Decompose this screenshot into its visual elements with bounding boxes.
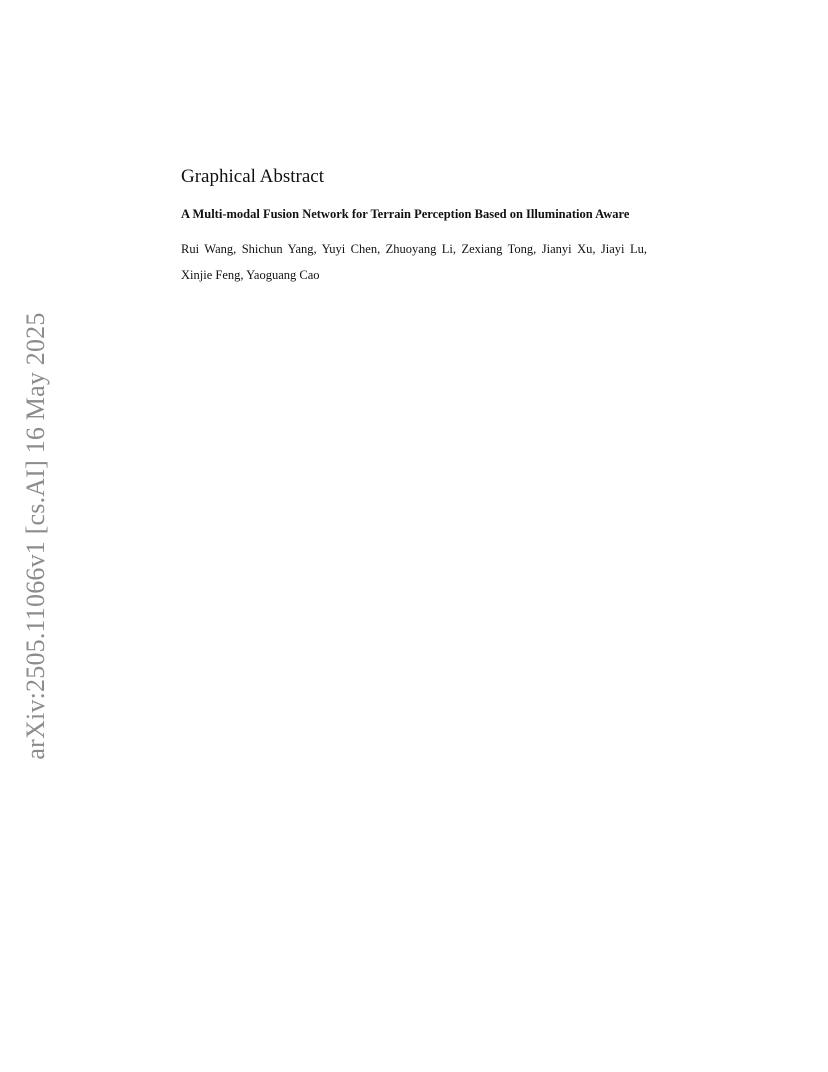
arxiv-identifier-stamp: arXiv:2505.11066v1 [cs.AI] 16 May 2025 bbox=[21, 312, 50, 760]
graphical-abstract-section bbox=[181, 165, 647, 288]
paper-title: A Multi-modal Fusion Network for Terrain Perception Based on Illumination Aware bbox=[181, 207, 630, 221]
graphical-abstract-heading: Graphical Abstract bbox=[181, 166, 324, 187]
author-list: Rui Wang, Shichun Yang, Yuyi Chen, Zhuoyang Li, Zexiang Tong, Jianyi Xu, Jiayi Lu, Xinjie Feng, Yaoguang Cao bbox=[181, 242, 647, 282]
